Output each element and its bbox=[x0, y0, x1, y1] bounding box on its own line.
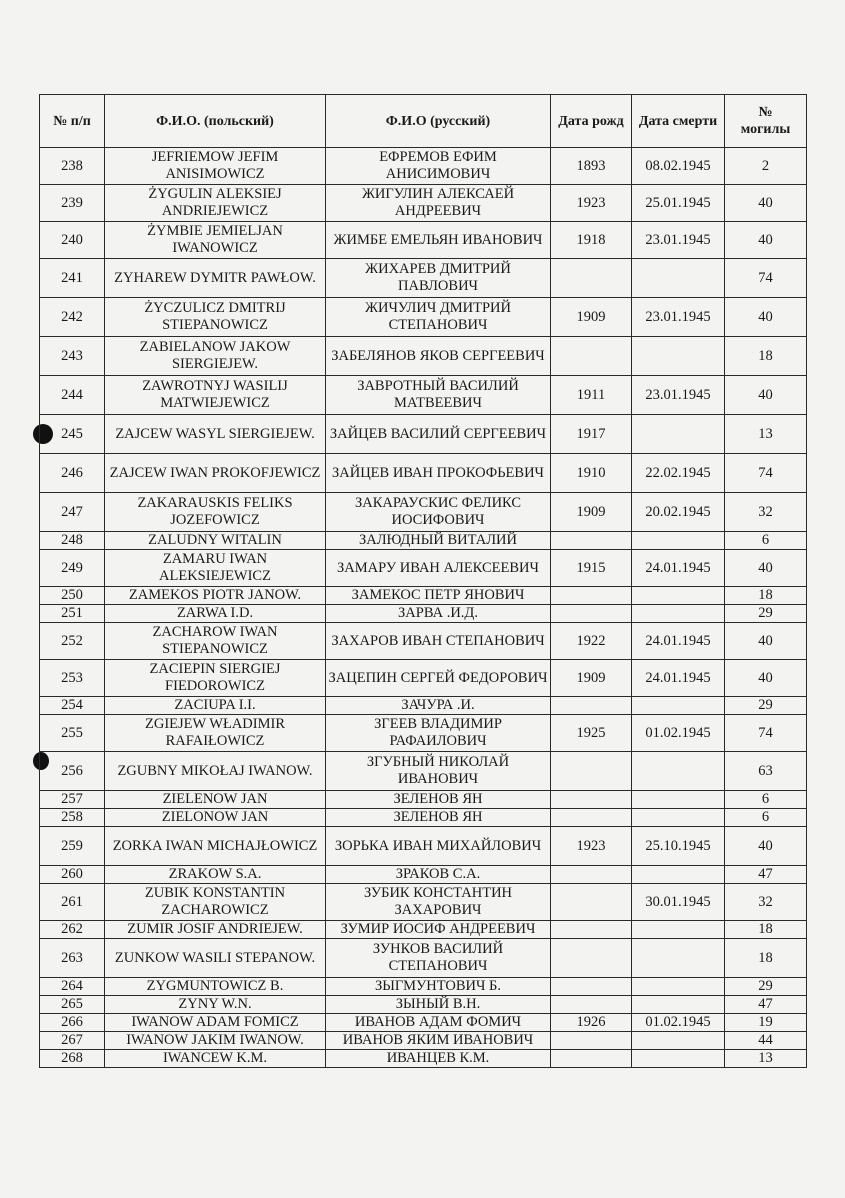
cell-name-russian: ЗГУБНЫЙ НИКОЛАЙ ИВАНОВИЧ bbox=[326, 752, 551, 791]
cell-name-russian: ЗУМИР ИОСИФ АНДРЕЕВИЧ bbox=[326, 921, 551, 939]
cell-birth-date bbox=[551, 791, 632, 809]
cell-grave-number: 47 bbox=[725, 866, 807, 884]
cell-grave-number: 13 bbox=[725, 1050, 807, 1068]
cell-death-date: 24.01.1945 bbox=[632, 623, 725, 660]
table-row bbox=[40, 996, 807, 1014]
cell-grave-number: 40 bbox=[725, 222, 807, 259]
cell-birth-date: 1922 bbox=[551, 623, 632, 660]
cell-grave-number: 40 bbox=[725, 185, 807, 222]
table-row bbox=[40, 222, 807, 259]
table-row bbox=[40, 697, 807, 715]
table-row bbox=[40, 866, 807, 884]
cell-death-date bbox=[632, 1032, 725, 1050]
cell-birth-date: 1926 bbox=[551, 1014, 632, 1032]
cell-number: 241 bbox=[40, 259, 105, 298]
cell-death-date: 23.01.1945 bbox=[632, 298, 725, 337]
header-number: № п/п bbox=[40, 95, 105, 148]
table-row bbox=[40, 752, 807, 791]
cell-name-polish: IWANOW ADAM FOMICZ bbox=[105, 1014, 326, 1032]
cell-grave-number: 29 bbox=[725, 605, 807, 623]
cell-grave-number: 40 bbox=[725, 827, 807, 866]
cell-grave-number: 63 bbox=[725, 752, 807, 791]
cell-name-russian: ЗАХАРОВ ИВАН СТЕПАНОВИЧ bbox=[326, 623, 551, 660]
cell-number: 268 bbox=[40, 1050, 105, 1068]
cell-death-date: 08.02.1945 bbox=[632, 148, 725, 185]
cell-grave-number: 40 bbox=[725, 660, 807, 697]
cell-name-polish: ŻYGULIN ALEKSIEJ ANDRIEJEWICZ bbox=[105, 185, 326, 222]
cell-death-date bbox=[632, 809, 725, 827]
cell-death-date: 24.01.1945 bbox=[632, 660, 725, 697]
table-row bbox=[40, 587, 807, 605]
cell-number: 250 bbox=[40, 587, 105, 605]
cell-name-russian: ЗЕЛЕНОВ ЯН bbox=[326, 791, 551, 809]
cell-name-russian: ЗОРЬКА ИВАН МИХАЙЛОВИЧ bbox=[326, 827, 551, 866]
header-birth-date: Дата рожд bbox=[551, 95, 632, 148]
cell-grave-number: 44 bbox=[725, 1032, 807, 1050]
cell-number: 253 bbox=[40, 660, 105, 697]
cell-number: 251 bbox=[40, 605, 105, 623]
cell-grave-number: 74 bbox=[725, 454, 807, 493]
cell-name-russian: ЗАМАРУ ИВАН АЛЕКСЕЕВИЧ bbox=[326, 550, 551, 587]
cell-birth-date: 1923 bbox=[551, 827, 632, 866]
cell-death-date: 24.01.1945 bbox=[632, 550, 725, 587]
cell-death-date bbox=[632, 605, 725, 623]
cell-name-polish: ZGIEJEW WŁADIMIR RAFAIŁOWICZ bbox=[105, 715, 326, 752]
cell-death-date: 20.02.1945 bbox=[632, 493, 725, 532]
cell-number: 240 bbox=[40, 222, 105, 259]
header-death-date: Дата смерти bbox=[632, 95, 725, 148]
table-row bbox=[40, 791, 807, 809]
cell-birth-date: 1917 bbox=[551, 415, 632, 454]
cell-name-russian: ЗАЙЦЕВ ВАСИЛИЙ СЕРГЕЕВИЧ bbox=[326, 415, 551, 454]
cell-grave-number: 13 bbox=[725, 415, 807, 454]
table-row bbox=[40, 148, 807, 185]
cell-name-russian: ЗЫГМУНТОВИЧ Б. bbox=[326, 978, 551, 996]
cell-birth-date bbox=[551, 337, 632, 376]
cell-grave-number: 29 bbox=[725, 697, 807, 715]
cell-grave-number: 2 bbox=[725, 148, 807, 185]
cell-name-russian: ЗРАКОВ С.А. bbox=[326, 866, 551, 884]
cell-number: 243 bbox=[40, 337, 105, 376]
cell-birth-date: 1910 bbox=[551, 454, 632, 493]
header-grave-line1: № bbox=[758, 105, 773, 120]
cell-name-russian: ЖИХАРЕВ ДМИТРИЙ ПАВЛОВИЧ bbox=[326, 259, 551, 298]
cell-name-russian: ЗЕЛЕНОВ ЯН bbox=[326, 809, 551, 827]
table-row bbox=[40, 415, 807, 454]
cell-death-date bbox=[632, 587, 725, 605]
cell-number: 261 bbox=[40, 884, 105, 921]
cell-birth-date bbox=[551, 866, 632, 884]
cell-name-polish: ZGUBNY MIKOŁAJ IWANOW. bbox=[105, 752, 326, 791]
cell-death-date: 23.01.1945 bbox=[632, 376, 725, 415]
cell-birth-date bbox=[551, 605, 632, 623]
cell-death-date bbox=[632, 996, 725, 1014]
table-row bbox=[40, 337, 807, 376]
cell-name-russian: ЕФРЕМОВ ЕФИМ АНИСИМОВИЧ bbox=[326, 148, 551, 185]
cell-death-date bbox=[632, 415, 725, 454]
cell-number: 267 bbox=[40, 1032, 105, 1050]
cell-number: 259 bbox=[40, 827, 105, 866]
cell-number: 265 bbox=[40, 996, 105, 1014]
cell-name-russian: ЗАМЕКОС ПЕТР ЯНОВИЧ bbox=[326, 587, 551, 605]
cell-birth-date: 1911 bbox=[551, 376, 632, 415]
cell-name-polish: ZABIELANOW JAKOW SIERGIEJEW. bbox=[105, 337, 326, 376]
cell-name-russian: ЗАЛЮДНЫЙ ВИТАЛИЙ bbox=[326, 532, 551, 550]
cell-name-polish: ŻYCZULICZ DMITRIJ STIEPANOWICZ bbox=[105, 298, 326, 337]
cell-death-date bbox=[632, 939, 725, 978]
cell-grave-number: 32 bbox=[725, 493, 807, 532]
cell-birth-date: 1925 bbox=[551, 715, 632, 752]
cell-birth-date: 1915 bbox=[551, 550, 632, 587]
cell-name-polish: ZAWROTNYJ WASILIJ MATWIEJEWICZ bbox=[105, 376, 326, 415]
header-grave-line2: могилы bbox=[740, 122, 791, 137]
cell-number: 245 bbox=[40, 415, 105, 454]
cell-grave-number: 40 bbox=[725, 550, 807, 587]
table-row bbox=[40, 298, 807, 337]
cell-death-date bbox=[632, 866, 725, 884]
cell-death-date: 01.02.1945 bbox=[632, 715, 725, 752]
cell-number: 246 bbox=[40, 454, 105, 493]
cell-birth-date: 1923 bbox=[551, 185, 632, 222]
cell-name-russian: ЗАКАРАУСКИС ФЕЛИКС ИОСИФОВИЧ bbox=[326, 493, 551, 532]
cell-number: 254 bbox=[40, 697, 105, 715]
cell-name-polish: ZARWA I.D. bbox=[105, 605, 326, 623]
table-row bbox=[40, 884, 807, 921]
cell-birth-date: 1893 bbox=[551, 148, 632, 185]
cell-number: 252 bbox=[40, 623, 105, 660]
table-row bbox=[40, 827, 807, 866]
cell-grave-number: 18 bbox=[725, 587, 807, 605]
table-row bbox=[40, 921, 807, 939]
table-row bbox=[40, 532, 807, 550]
table-row bbox=[40, 660, 807, 697]
table-row bbox=[40, 493, 807, 532]
cell-name-polish: ZAJCEW IWAN PROKOFJEWICZ bbox=[105, 454, 326, 493]
cell-death-date bbox=[632, 259, 725, 298]
cell-name-polish: ZRAKOW S.A. bbox=[105, 866, 326, 884]
cell-name-polish: ZUBIK KONSTANTIN ZACHAROWICZ bbox=[105, 884, 326, 921]
cell-death-date bbox=[632, 532, 725, 550]
cell-name-polish: ZAJCEW WASYL SIERGIEJEW. bbox=[105, 415, 326, 454]
cell-grave-number: 18 bbox=[725, 939, 807, 978]
cell-grave-number: 18 bbox=[725, 337, 807, 376]
cell-name-russian: ЗАЧУРА .И. bbox=[326, 697, 551, 715]
cell-death-date bbox=[632, 752, 725, 791]
cell-name-russian: ЗЫНЫЙ В.Н. bbox=[326, 996, 551, 1014]
cell-death-date: 25.01.1945 bbox=[632, 185, 725, 222]
cell-birth-date bbox=[551, 884, 632, 921]
header-grave-number bbox=[725, 95, 807, 148]
cell-name-russian: ЗГЕЕВ ВЛАДИМИР РАФАИЛОВИЧ bbox=[326, 715, 551, 752]
cell-name-russian: ИВАНОВ ЯКИМ ИВАНОВИЧ bbox=[326, 1032, 551, 1050]
table-row bbox=[40, 1032, 807, 1050]
cell-name-russian: ЗАВРОТНЫЙ ВАСИЛИЙ МАТВЕЕВИЧ bbox=[326, 376, 551, 415]
cell-birth-date bbox=[551, 752, 632, 791]
header-name-polish: Ф.И.О. (польский) bbox=[105, 95, 326, 148]
cell-number: 266 bbox=[40, 1014, 105, 1032]
cell-number: 263 bbox=[40, 939, 105, 978]
cell-name-polish: ZAMARU IWAN ALEKSIEJEWICZ bbox=[105, 550, 326, 587]
cell-name-polish: ŻYMBIE JEMIELJAN IWANOWICZ bbox=[105, 222, 326, 259]
table-row bbox=[40, 715, 807, 752]
table-row bbox=[40, 623, 807, 660]
cell-birth-date: 1909 bbox=[551, 493, 632, 532]
header-name-russian: Ф.И.О (русский) bbox=[326, 95, 551, 148]
cell-name-russian: ЖИГУЛИН АЛЕКСАЕЙ АНДРЕЕВИЧ bbox=[326, 185, 551, 222]
cell-name-russian: ЗУБИК КОНСТАНТИН ЗАХАРОВИЧ bbox=[326, 884, 551, 921]
table-body bbox=[40, 148, 807, 1068]
cell-name-polish: ZYHAREW DYMITR PAWŁOW. bbox=[105, 259, 326, 298]
cell-birth-date: 1918 bbox=[551, 222, 632, 259]
table-row bbox=[40, 809, 807, 827]
cell-death-date: 25.10.1945 bbox=[632, 827, 725, 866]
cell-grave-number: 74 bbox=[725, 715, 807, 752]
cell-death-date bbox=[632, 978, 725, 996]
cell-birth-date bbox=[551, 259, 632, 298]
cell-grave-number: 40 bbox=[725, 376, 807, 415]
cell-birth-date bbox=[551, 921, 632, 939]
cell-name-russian: ЗАРВА .И.Д. bbox=[326, 605, 551, 623]
cell-number: 239 bbox=[40, 185, 105, 222]
cell-grave-number: 47 bbox=[725, 996, 807, 1014]
cell-name-polish: ZIELONOW JAN bbox=[105, 809, 326, 827]
cell-death-date: 22.02.1945 bbox=[632, 454, 725, 493]
cell-number: 242 bbox=[40, 298, 105, 337]
cell-number: 238 bbox=[40, 148, 105, 185]
cell-grave-number: 29 bbox=[725, 978, 807, 996]
cell-death-date: 23.01.1945 bbox=[632, 222, 725, 259]
cell-birth-date bbox=[551, 532, 632, 550]
table-row bbox=[40, 185, 807, 222]
cell-grave-number: 18 bbox=[725, 921, 807, 939]
cell-birth-date bbox=[551, 809, 632, 827]
cell-birth-date: 1909 bbox=[551, 660, 632, 697]
cell-grave-number: 40 bbox=[725, 623, 807, 660]
cell-birth-date bbox=[551, 1050, 632, 1068]
cell-name-polish: ZALUDNY WITALIN bbox=[105, 532, 326, 550]
cell-name-russian: ЖИМБЕ ЕМЕЛЬЯН ИВАНОВИЧ bbox=[326, 222, 551, 259]
cell-number: 255 bbox=[40, 715, 105, 752]
cell-name-polish: ZYNY W.N. bbox=[105, 996, 326, 1014]
cell-number: 257 bbox=[40, 791, 105, 809]
cell-number: 244 bbox=[40, 376, 105, 415]
cell-name-russian: ЗАЦЕПИН СЕРГЕЙ ФЕДОРОВИЧ bbox=[326, 660, 551, 697]
cell-death-date bbox=[632, 921, 725, 939]
cell-name-russian: ЗАБЕЛЯНОВ ЯКОВ СЕРГЕЕВИЧ bbox=[326, 337, 551, 376]
cell-name-polish: IWANCEW K.M. bbox=[105, 1050, 326, 1068]
cell-name-polish: ZACIUPA I.I. bbox=[105, 697, 326, 715]
cell-name-russian: ЗАЙЦЕВ ИВАН ПРОКОФЬЕВИЧ bbox=[326, 454, 551, 493]
cell-grave-number: 32 bbox=[725, 884, 807, 921]
cell-birth-date bbox=[551, 697, 632, 715]
cell-name-polish: ZUNKOW WASILI STEPANOW. bbox=[105, 939, 326, 978]
cell-death-date bbox=[632, 791, 725, 809]
table-row bbox=[40, 259, 807, 298]
cell-name-polish: ZAMEKOS PIOTR JANOW. bbox=[105, 587, 326, 605]
cell-number: 260 bbox=[40, 866, 105, 884]
cell-name-russian: ЖИЧУЛИЧ ДМИТРИЙ СТЕПАНОВИЧ bbox=[326, 298, 551, 337]
table-row bbox=[40, 978, 807, 996]
cell-grave-number: 6 bbox=[725, 532, 807, 550]
table-header-row bbox=[40, 95, 807, 148]
cell-name-polish: ZYGMUNTOWICZ B. bbox=[105, 978, 326, 996]
cell-number: 256 bbox=[40, 752, 105, 791]
table-row bbox=[40, 550, 807, 587]
cell-death-date bbox=[632, 1050, 725, 1068]
burial-register-table bbox=[39, 94, 807, 1068]
cell-number: 249 bbox=[40, 550, 105, 587]
table-row bbox=[40, 376, 807, 415]
table-row bbox=[40, 454, 807, 493]
cell-death-date bbox=[632, 697, 725, 715]
cell-grave-number: 74 bbox=[725, 259, 807, 298]
table-row bbox=[40, 1050, 807, 1068]
cell-name-polish: ZAKARAUSKIS FELIKS JOZEFOWICZ bbox=[105, 493, 326, 532]
cell-name-russian: ИВАНЦЕВ К.М. bbox=[326, 1050, 551, 1068]
cell-name-polish: ZACHAROW IWAN STIEPANOWICZ bbox=[105, 623, 326, 660]
cell-grave-number: 19 bbox=[725, 1014, 807, 1032]
cell-death-date: 30.01.1945 bbox=[632, 884, 725, 921]
cell-birth-date: 1909 bbox=[551, 298, 632, 337]
cell-name-polish: ZORKA IWAN MICHAJŁOWICZ bbox=[105, 827, 326, 866]
cell-birth-date bbox=[551, 996, 632, 1014]
cell-number: 264 bbox=[40, 978, 105, 996]
cell-name-russian: ИВАНОВ АДАМ ФОМИЧ bbox=[326, 1014, 551, 1032]
table-row bbox=[40, 939, 807, 978]
cell-birth-date bbox=[551, 1032, 632, 1050]
cell-birth-date bbox=[551, 587, 632, 605]
cell-birth-date bbox=[551, 939, 632, 978]
cell-grave-number: 6 bbox=[725, 809, 807, 827]
cell-name-polish: ZIELENOW JAN bbox=[105, 791, 326, 809]
cell-number: 247 bbox=[40, 493, 105, 532]
cell-name-polish: ZUMIR JOSIF ANDRIEJEW. bbox=[105, 921, 326, 939]
cell-name-polish: ZACIEPIN SIERGIEJ FIEDOROWICZ bbox=[105, 660, 326, 697]
cell-death-date: 01.02.1945 bbox=[632, 1014, 725, 1032]
table-row bbox=[40, 605, 807, 623]
cell-name-russian: ЗУНКОВ ВАСИЛИЙ СТЕПАНОВИЧ bbox=[326, 939, 551, 978]
cell-number: 248 bbox=[40, 532, 105, 550]
cell-number: 258 bbox=[40, 809, 105, 827]
cell-grave-number: 6 bbox=[725, 791, 807, 809]
cell-number: 262 bbox=[40, 921, 105, 939]
cell-name-polish: JEFRIEMOW JEFIM ANISIMOWICZ bbox=[105, 148, 326, 185]
cell-birth-date bbox=[551, 978, 632, 996]
cell-name-polish: IWANOW JAKIM IWANOW. bbox=[105, 1032, 326, 1050]
cell-grave-number: 40 bbox=[725, 298, 807, 337]
table-row bbox=[40, 1014, 807, 1032]
cell-death-date bbox=[632, 337, 725, 376]
